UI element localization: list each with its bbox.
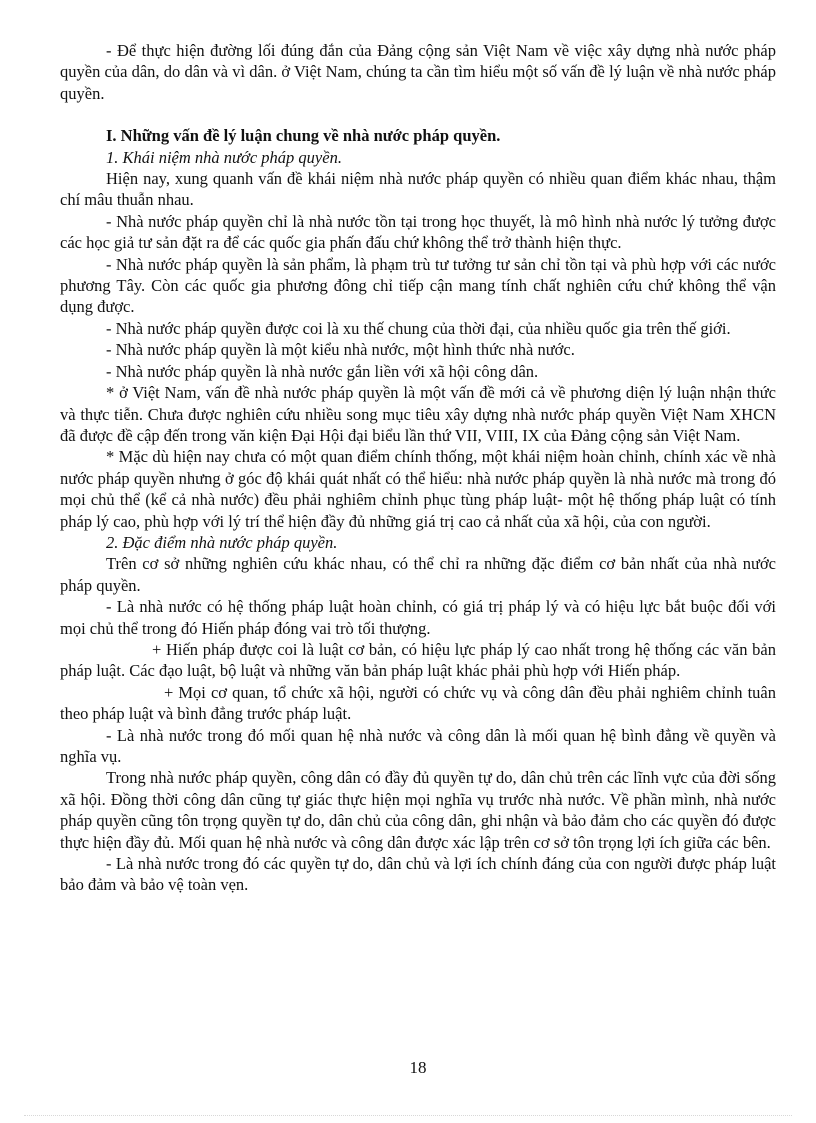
bullet-paragraph: - Nhà nước pháp quyền chỉ là nhà nước tồn tại trong học thuyết, là mô hình nhà nước lý tưởng được các học giả tư sản đặt ra để các quốc gia phấn đấu chứ không thể trở thành hiện thực.: [60, 211, 776, 253]
bullet-paragraph: - Nhà nước pháp quyền là một kiểu nhà nước, một hình thức nhà nước.: [106, 340, 575, 360]
intro-paragraph: - Để thực hiện đường lối đúng đắn của Đảng cộng sản Việt Nam về việc xây dựng nhà nước pháp quyền của dân, do dân và vì dân. ở Việt Nam, chúng ta cần tìm hiểu một số vấn đề lý luận về nhà nước pháp quyền.: [60, 41, 776, 103]
bullet-paragraph: - Là nhà nước có hệ thống pháp luật hoàn chỉnh, có giá trị pháp lý và có hiệu lực bắt buộc đối với mọi chủ thể trong đó Hiến pháp đóng vai trò tối thượng.: [60, 597, 776, 638]
bullet-paragraph: - Nhà nước pháp quyền là nhà nước gắn liền với xã hội công dân.: [106, 361, 539, 381]
subsection-heading-features: 2. Đặc điểm nhà nước pháp quyền.: [106, 532, 338, 552]
page-number: 18: [409, 1058, 427, 1077]
paragraph: Hiện nay, xung quanh vấn đề khái niệm nhà nước pháp quyền có nhiều quan điểm khác nhau, thậm chí mâu thuẫn nhau.: [60, 169, 776, 210]
star-paragraph: * Mặc dù hiện nay chưa có một quan điểm chính thống, một khái niệm hoàn chỉnh, chính xác về nhà nước pháp quyền nhưng ở góc độ khái quát nhất có thể hiểu: nhà nước pháp quyền là nhà nước mà trong đó mọi chủ thể (kể cả nhà nước) đều phải nghiêm chỉnh phục tùng pháp luật- một hệ thống pháp luật có tính pháp lý cao, phù hợp với lý trí thể hiện đầy đủ những giá trị cao cả nhất của xã hội, của con người.: [60, 447, 776, 531]
document-body: [60, 40, 776, 896]
bullet-paragraph: - Nhà nước pháp quyền được coi là xu thế chung của thời đại, của nhiều quốc gia trên thế giới.: [106, 318, 731, 338]
plus-paragraph: + Mọi cơ quan, tổ chức xã hội, người có chức vụ và công dân đều phải nghiêm chỉnh tuân theo pháp luật và bình đẳng trước pháp luật.: [60, 682, 776, 724]
bullet-paragraph: - Là nhà nước trong đó các quyền tự do, dân chủ và lợi ích chính đáng của con người được pháp luật bảo đảm và bảo vệ toàn vẹn.: [60, 854, 776, 895]
bullet-paragraph: - Là nhà nước trong đó mối quan hệ nhà nước và công dân là mối quan hệ bình đẳng về quyền và nghĩa vụ.: [60, 725, 776, 766]
star-paragraph: * ở Việt Nam, vấn đề nhà nước pháp quyền là một vấn đề mới cả về phương diện lý luận nhận thức và thực tiễn. Chưa được nghiên cứu nhiều song mục tiêu xây dựng nhà nước pháp quyền Việt Nam XHCN đã được đề cập đến trong văn kiện Đại Hội đại biểu lần thứ VII, VIII, IX của Đảng cộng sản Việt Nam.: [60, 383, 776, 445]
section-heading: I. Những vấn đề lý luận chung về nhà nước pháp quyền.: [106, 126, 501, 146]
plus-paragraph: + Hiến pháp được coi là luật cơ bản, có hiệu lực pháp lý cao nhất trong hệ thống các văn bản pháp luật. Các đạo luật, bộ luật và những văn bản pháp luật khác phải phù hợp với Hiến pháp.: [60, 639, 776, 681]
bullet-paragraph: - Nhà nước pháp quyền là sản phẩm, là phạm trù tư tưởng tư sản chỉ tồn tại và phù hợp với các nước phương Tây. Còn các quốc gia phương đông chỉ tiếp cận mang tính chất nghiên cứu chứ không thể vận dụng được.: [60, 254, 776, 317]
paragraph: Trong nhà nước pháp quyền, công dân có đầy đủ quyền tự do, dân chủ trên các lĩnh vực của đời sống xã hội. Đồng thời công dân cũng tự giác thực hiện mọi nghĩa vụ trước nhà nước. Về phần mình, nhà nước pháp quyền cũng tôn trọng quyền tự do, dân chủ của công dân, ghi nhận và bảo đảm cho các quyền đó được thực hiện đầy đủ. Mối quan hệ nhà nước và công dân được xác lập trên cơ sở tôn trọng lợi ích giữa các bên.: [60, 768, 776, 852]
paragraph: Trên cơ sở những nghiên cứu khác nhau, có thể chỉ ra những đặc điểm cơ bản nhất của nhà nước pháp quyền.: [60, 554, 776, 595]
footer-divider: [24, 1115, 792, 1116]
subsection-heading-concept: 1. Khái niệm nhà nước pháp quyền.: [106, 147, 342, 167]
